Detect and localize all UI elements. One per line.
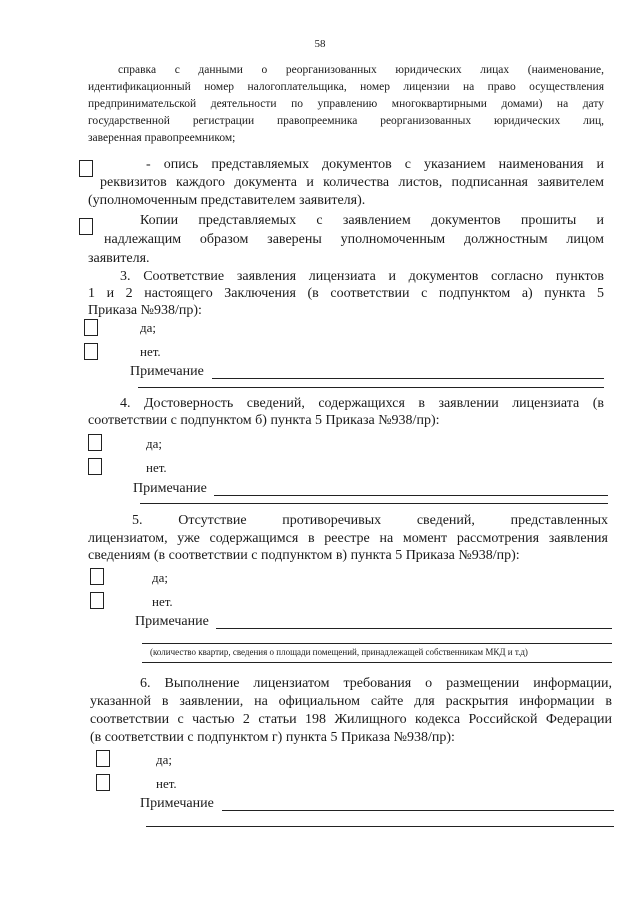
reorg-certificate-text-last: [88, 130, 604, 147]
section-6-text-4: [90, 729, 612, 746]
text-line: 5. Отсутствие противоречивых сведений, представленных: [132, 513, 608, 528]
section-5-text-3: [88, 547, 608, 564]
section-3-text-3: [88, 302, 604, 319]
text-line: Копии представляемых с заявлением документов прошиты и: [140, 213, 604, 228]
text-line: заверенная правопреемником;: [88, 132, 236, 144]
text-line: лицензиатом, уже содержащимся в реестре на момент рассмотрения заявления: [88, 531, 608, 546]
section-4-text-1: [120, 395, 604, 412]
section-5-note-label: Примечание: [135, 614, 209, 629]
section-5-hint: (количество квартир, сведения о площади помещений, принадлежащей собственникам МКД и т.д): [150, 647, 528, 657]
section-4-yes-checkbox[interactable]: [88, 434, 102, 451]
text-line: Приказа №938/пр):: [88, 303, 202, 318]
section-4-text-2: [88, 412, 604, 429]
inventory-checkbox[interactable]: [79, 160, 93, 177]
section-3-no-checkbox[interactable]: [84, 343, 98, 360]
section-5-text-1: [132, 512, 608, 529]
section-4-no-checkbox[interactable]: [88, 458, 102, 475]
section-5-text-2: [88, 530, 608, 547]
section-5-note-line[interactable]: [216, 628, 612, 629]
section-3-no-label: нет.: [140, 344, 161, 359]
reorg-certificate-text: [118, 62, 604, 79]
copies-text-2: [104, 231, 604, 248]
text-line: справка с данными о реорганизованных юридических лицах (наименование,: [118, 64, 604, 76]
section-3-text-2: [88, 285, 604, 302]
section-3-note-label: Примечание: [130, 364, 204, 379]
section-5-yes-checkbox[interactable]: [90, 568, 104, 585]
text-line: 4. Достоверность сведений, содержащихся в заявлении лицензиата (в: [120, 396, 604, 411]
section-6-note-line[interactable]: [222, 810, 614, 811]
section-4-yes-label: да;: [146, 436, 162, 451]
text-line: реквизитов каждого документа и количества листов, подписанная заявителем: [100, 175, 604, 190]
section-4-note-line-2[interactable]: [140, 503, 608, 504]
section-4-note-line[interactable]: [214, 495, 608, 496]
inventory-text-3: [88, 192, 604, 209]
page-number: 58: [314, 38, 326, 50]
text-line: (в соответствии с подпунктом г) пункта 5 Приказа №938/пр):: [90, 730, 455, 745]
inventory-text-1: [146, 156, 604, 173]
section-5-no-checkbox[interactable]: [90, 592, 104, 609]
text-line: надлежащим образом заверены уполномоченным должностным лицом: [104, 232, 604, 247]
copies-text-1: [140, 212, 604, 229]
text-line: - опись представляемых документов с указанием наименования и: [146, 157, 604, 172]
text-line: указанной в заявлении, на официальном сайте для раскрытия информации в: [90, 694, 612, 709]
text-line: 1 и 2 настоящего Заключения (в соответствии с подпунктом а) пункта 5: [88, 286, 604, 301]
section-5-yes-label: да;: [152, 570, 168, 585]
section-4-no-label: нет.: [146, 460, 167, 475]
text-line: 3. Соответствие заявления лицензиата и документов согласно пунктов: [120, 269, 604, 284]
section-3-note-line-2[interactable]: [138, 387, 604, 388]
text-line: (уполномоченным представителем заявителя).: [88, 193, 366, 208]
text-line: идентификационный номер налогоплательщика, номер лицензии на право осуществления: [88, 81, 604, 93]
text-line: сведениям (в соответствии с подпунктом в) пункта 5 Приказа №938/пр):: [88, 548, 520, 563]
section-6-text-1: [140, 675, 612, 692]
section-3-note-line[interactable]: [212, 378, 604, 379]
copies-checkbox[interactable]: [79, 218, 93, 235]
section-6-text-2: [90, 693, 612, 710]
section-6-no-checkbox[interactable]: [96, 774, 110, 791]
text-line: заявителя.: [88, 251, 150, 266]
inventory-text-2: [100, 174, 604, 191]
section-3-yes-checkbox[interactable]: [84, 319, 98, 336]
section-6-no-label: нет.: [156, 776, 177, 791]
section-3-yes-label: да;: [140, 320, 156, 335]
section-6-text-3: [90, 711, 612, 728]
text-line: 6. Выполнение лицензиатом требования о размещении информации,: [140, 676, 612, 691]
section-5-note-line-2[interactable]: [142, 643, 612, 644]
section-6-note-line-2[interactable]: [146, 826, 614, 827]
section-3-text-1: [120, 268, 604, 285]
section-5-no-label: нет.: [152, 594, 173, 609]
section-5-note-line-3[interactable]: [142, 662, 612, 663]
section-4-note-label: Примечание: [133, 481, 207, 496]
text-line: соответствии с частью 2 статьи 198 Жилищного кодекса Российской Федерации: [90, 712, 612, 727]
section-6-yes-checkbox[interactable]: [96, 750, 110, 767]
text-line: соответствии с подпунктом б) пункта 5 Приказа №938/пр):: [88, 413, 440, 428]
section-6-note-label: Примечание: [140, 796, 214, 811]
text-line: предпринимательской деятельности по управлению многоквартирными домами) на дату: [88, 98, 604, 110]
copies-text-3: [88, 250, 604, 267]
text-line: государственной регистрации правопреемника реорганизованных юридических лиц,: [88, 115, 604, 127]
reorg-certificate-text-cont: [88, 79, 604, 130]
section-6-yes-label: да;: [156, 752, 172, 767]
